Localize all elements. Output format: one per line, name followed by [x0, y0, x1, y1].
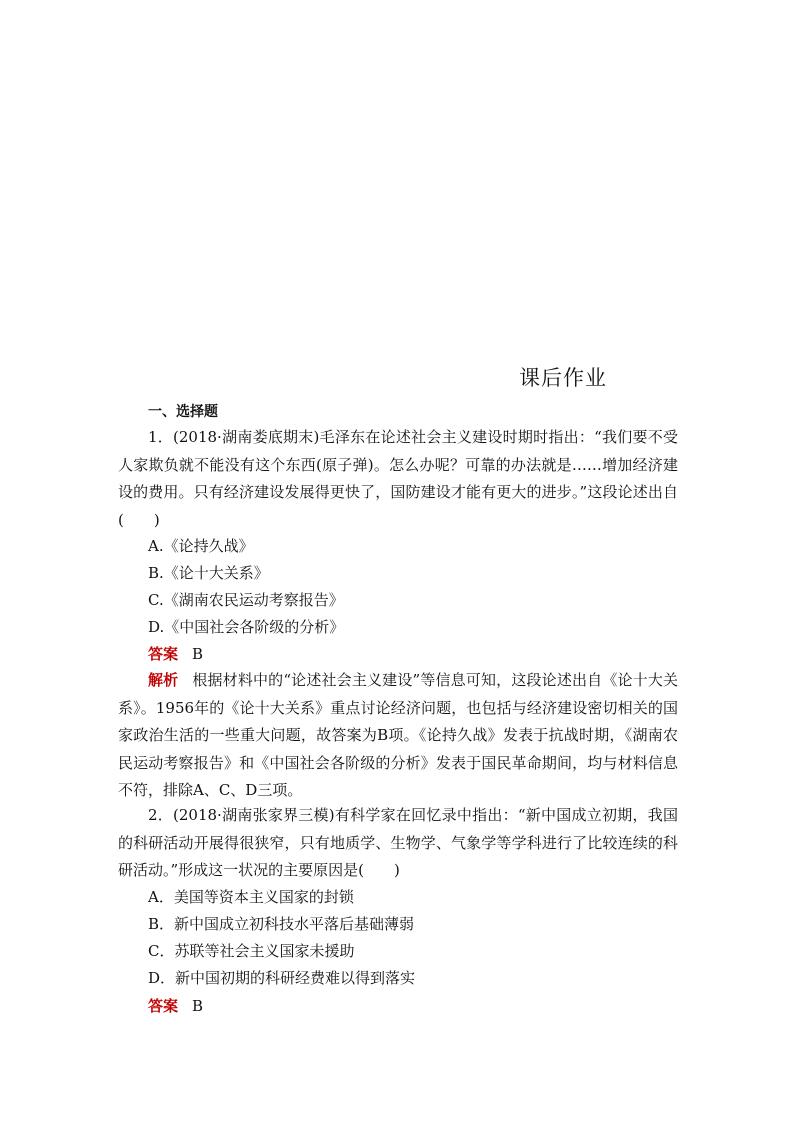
question-1-option-d: D.《中国社会各阶级的分析》 — [148, 618, 345, 636]
question-2-option-a: A．美国等资本主义国家的封锁 — [148, 888, 354, 906]
question-2-option-d: D．新中国初期的科研经费难以得到落实 — [148, 969, 416, 987]
question-2-option-b: B．新中国成立初科技水平落后基础薄弱 — [148, 915, 415, 933]
answer-value: B — [192, 997, 204, 1015]
analysis-label: 解析 — [148, 671, 179, 689]
question-2-option-c: C．苏联等社会主义国家未援助 — [148, 942, 355, 960]
question-2-answer — [148, 993, 203, 1021]
answer-label: 答案 — [148, 645, 179, 663]
question-2-stem: 2．(2018·湖南张家界三模)有科学家在回忆录中指出：“新中国成立初期，我国的科研活动开展得很狭窄，只有地质学、生物学、气象学等学科进行了比较连续的科研活动。”形成这一状况的主要原因是( ) — [118, 806, 678, 879]
section-heading: 一、选择题 — [148, 404, 218, 420]
question-1-option-c: C.《湖南农民运动考察报告》 — [148, 591, 344, 609]
question-1-answer — [148, 641, 203, 669]
question-1-option-a: A.《论持久战》 — [148, 537, 254, 555]
question-1-stem: 1．(2018·湖南娄底期末)毛泽东在论述社会主义建设时期时指出：“我们要不受人家欺负就不能没有这个东西(原子弹)。怎么办呢？可靠的办法就是……增加经济建设的费用。只有经济建设发展得更快了，国防建设才能有更大的进步。”这段论述出自( ) — [118, 428, 678, 529]
answer-value: B — [192, 645, 204, 663]
analysis-text: 根据材料中的“论述社会主义建设”等信息可知，这段论述出自《论十大关系》。1956年的《论十大关系》重点讨论经济问题，也包括与经济建设密切相关的国家政治生活的一些重大问题，故答案为B项。《论持久战》发表于抗战时期，《湖南农民运动考察报告》和《中国社会各阶级的分析》发表于国民革命期间，均与材料信息不符，排除A、C、D三项。 — [118, 671, 678, 799]
question-1-option-b: B.《论十大关系》 — [148, 564, 269, 582]
answer-label: 答案 — [148, 997, 179, 1015]
page-title: 课后作业 — [519, 366, 607, 390]
question-1-analysis — [118, 667, 678, 805]
